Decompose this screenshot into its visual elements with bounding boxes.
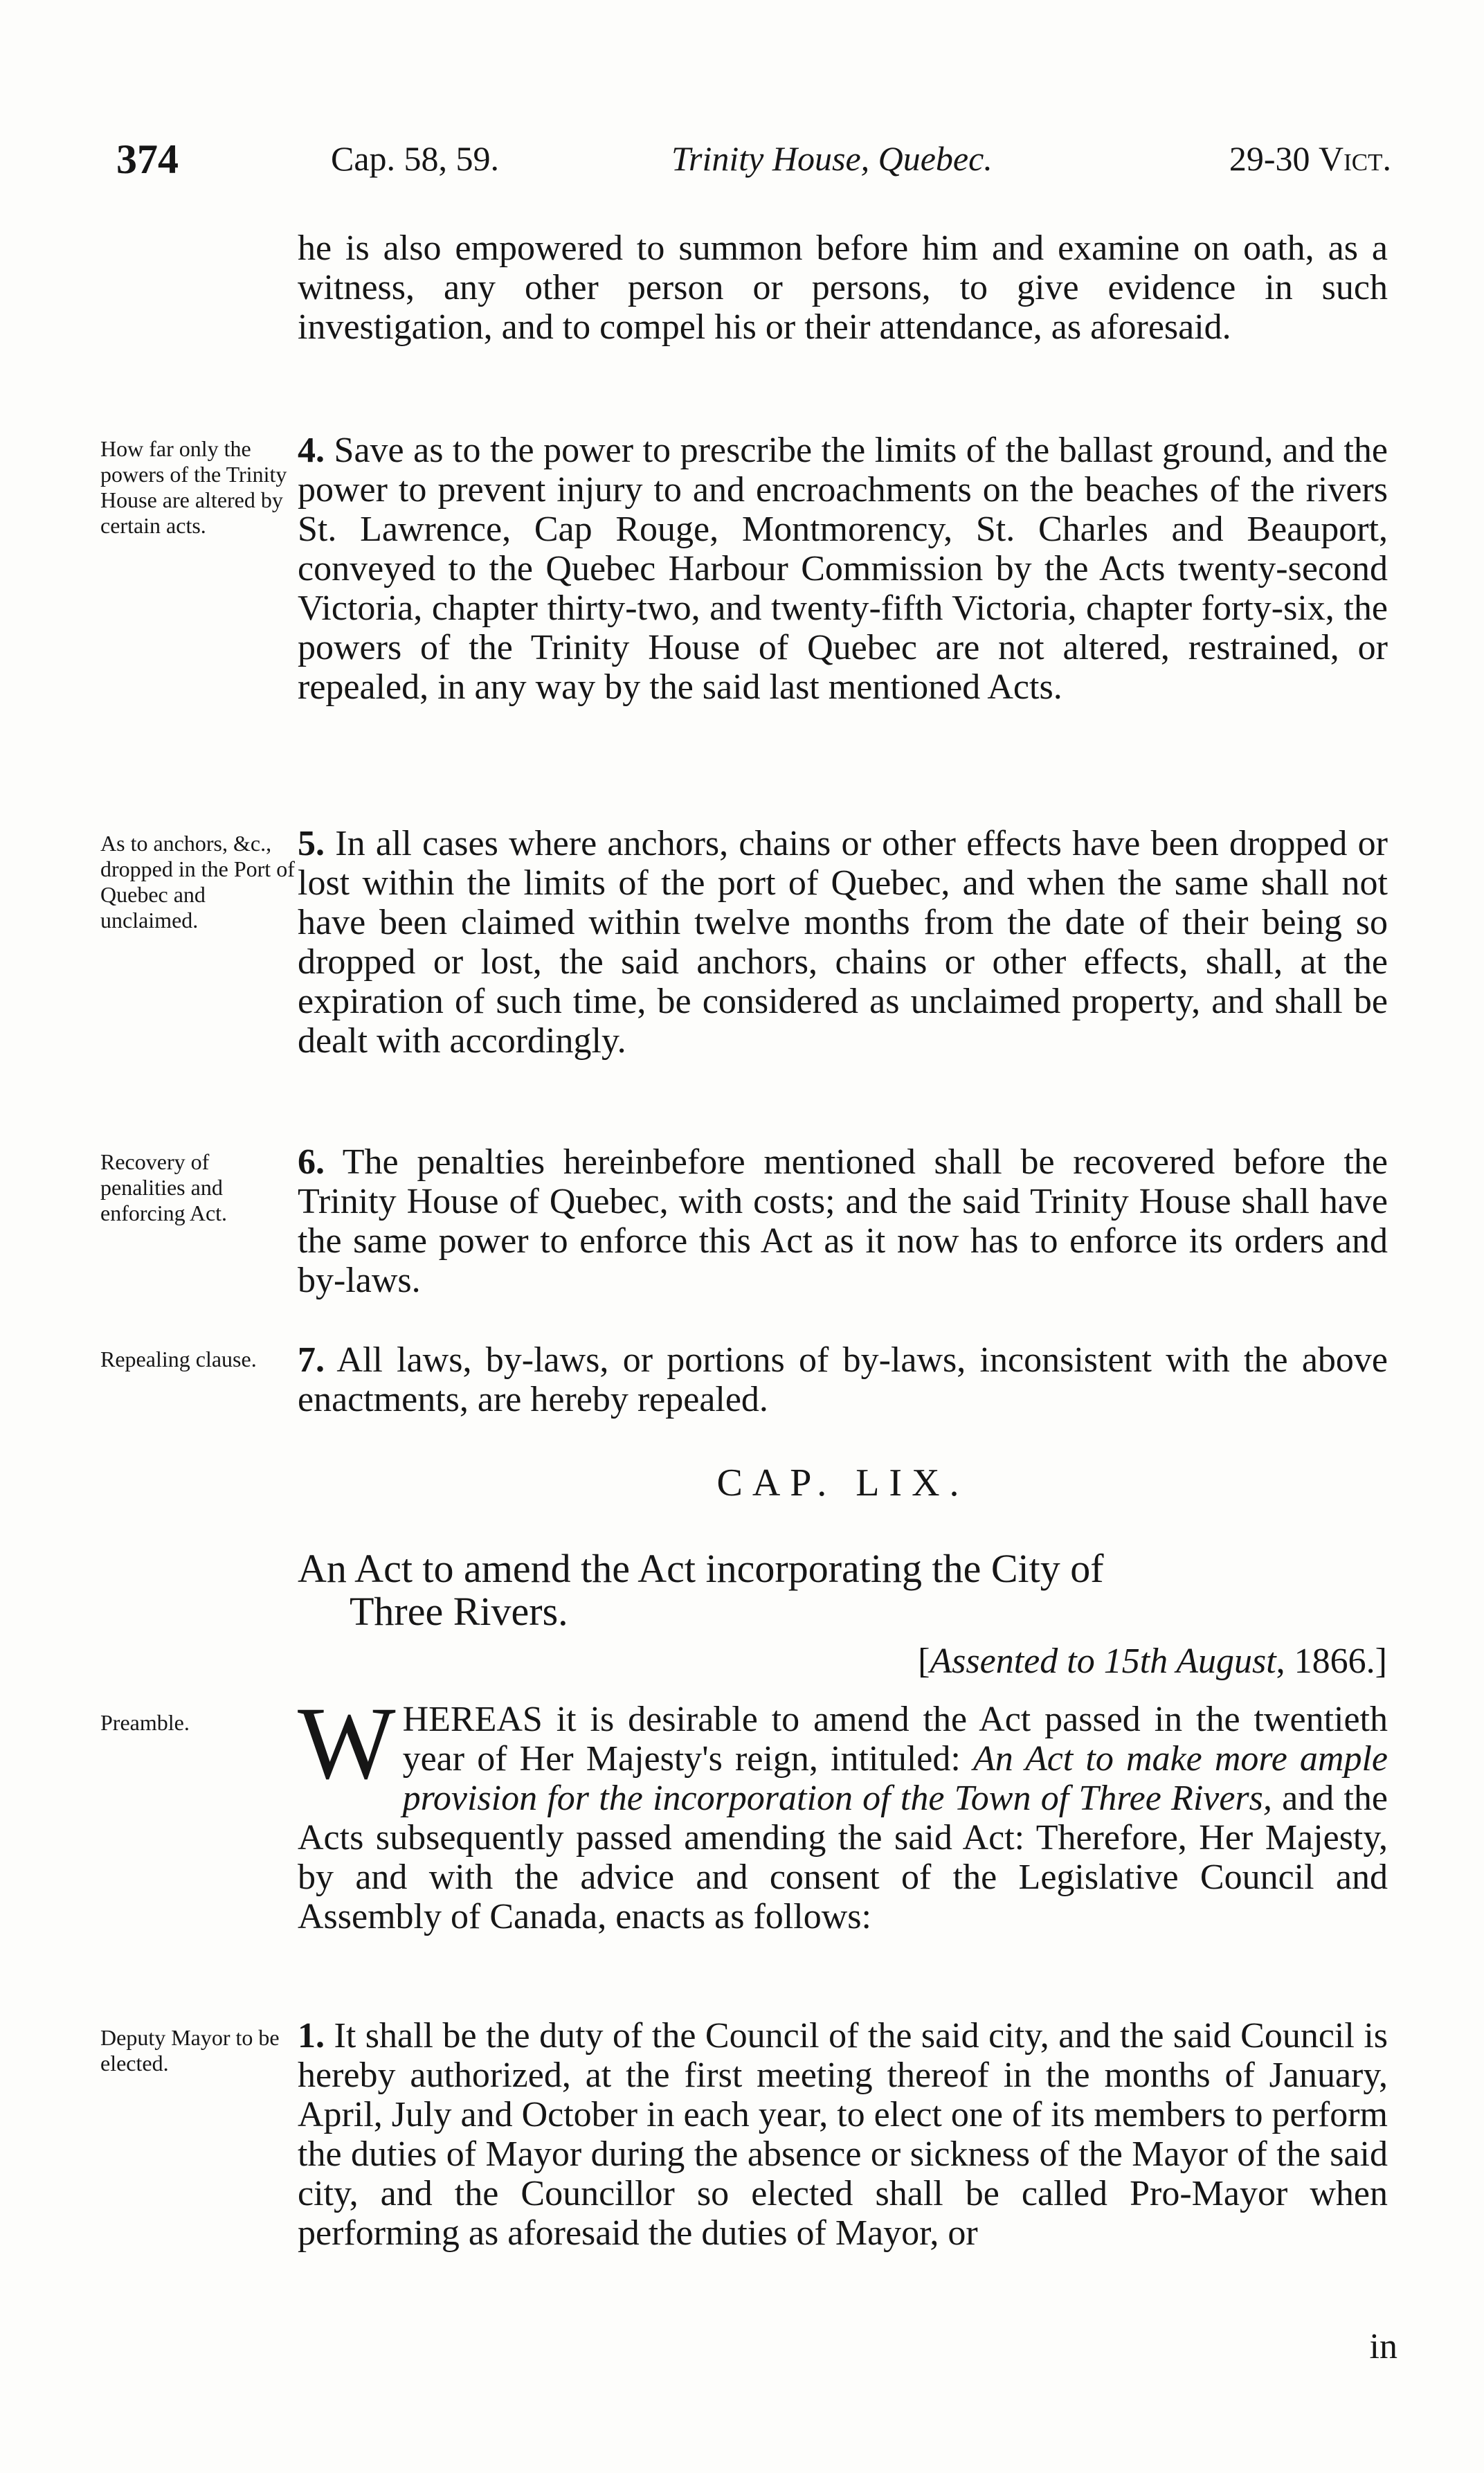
regnal-year: 29-30 Vict.: [1229, 139, 1391, 178]
section-1: [298, 2016, 1388, 2253]
section-number: 1.: [298, 2016, 325, 2056]
section-5: [298, 824, 1388, 1061]
section-4: [298, 431, 1388, 707]
side-note-section-7: Repealing clause.: [100, 1347, 257, 1372]
section-number: 5.: [298, 824, 325, 863]
chapter-reference: Cap. 58, 59.: [331, 139, 500, 178]
preamble: WHEREAS it is desirable to amend the Act passed in the twentieth year of Her Majesty's reign, intituled: An Act to make more ample provision for the incorporation of the Town of Three Rivers, and the Acts subsequently passed amending the said Act: Therefore, Her Majesty, by and with the advice and consent of the Legislative Council and Assembly of Canada, enacts as follows:: [298, 1686, 1388, 1936]
section-text: All laws, by-laws, or portions of by-laws, inconsistent with the above enactments, are hereby repealed.: [298, 1340, 1388, 1419]
side-note-section-1: Deputy Mayor to be elected.: [100, 2025, 280, 2076]
running-title: Trinity House, Quebec.: [671, 139, 993, 178]
side-note-section-4: How far only the powers of the Trinity House are altered by certain acts.: [100, 436, 287, 538]
catchword: in: [1369, 2327, 1397, 2366]
section-text: The penalties hereinbefore mentioned shall be recovered before the Trinity House of Quebec, with costs; and the said Trinity House shall have the same power to enforce this Act as it now has to enforce its orders and by-laws.: [298, 1142, 1388, 1300]
continuation-paragraph: he is also empowered to summon before him and examine on oath, as a witness, any other person or persons, to give evidence in such investigation, and to compel his or their attendance, as aforesaid.: [298, 228, 1388, 347]
side-note-section-5: As to anchors, &c., dropped in the Port of Quebec and unclaimed.: [100, 831, 295, 933]
section-text: Save as to the power to prescribe the limits of the ballast ground, and the power to prevent injury to and encroachments on the beaches of the rivers St. Lawrence, Cap Rouge, Montmorency, St. Charles and Beauport, conveyed to the Quebec Harbour Commission by the Acts twenty-second Victoria, chapter thirty-two, and twenty-fifth Victoria, chapter forty-six, the powers of the Trinity House of Quebec are not altered, restrained, or repealed, in any way by the said last mentioned Acts.: [298, 431, 1388, 707]
side-note-preamble: Preamble.: [100, 1710, 190, 1735]
act-title: An Act to amend the Act incorporating the City of Three Rivers.: [298, 1546, 1104, 1634]
section-6: [298, 1142, 1388, 1300]
section-number: 4.: [298, 431, 325, 470]
section-number: 7.: [298, 1340, 325, 1380]
section-7: [298, 1340, 1388, 1419]
section-text: In all cases where anchors, chains or other effects have been dropped or lost within the limits of the port of Quebec, and when the same shall not have been claimed within twelve months from the date of their being so dropped or lost, the said anchors, chains or other effects, shall, at the expiration of such time, be considered as unclaimed property, and shall be dealt with accordingly.: [298, 824, 1388, 1061]
side-note-section-6: Recovery of penalities and enforcing Act.: [100, 1149, 228, 1225]
page-number: 374: [116, 136, 179, 182]
section-number: 6.: [298, 1142, 325, 1182]
running-header: [111, 136, 1391, 191]
chapter-heading: CAP. LIX.: [716, 1462, 969, 1504]
section-text: It shall be the duty of the Council of the said city, and the said Council is hereby authorized, at the first meeting thereof in the months of January, April, July and October in each year, to elect one of its members to perform the duties of Mayor during the absence or sickness of the Mayor of the said city, and the Councillor so elected shall be called Pro-Mayor when performing as aforesaid the duties of Mayor, or: [298, 2016, 1388, 2253]
assent-date: [Assented to 15th August, 1866.]: [918, 1642, 1387, 1681]
drop-cap: W: [298, 1686, 396, 1801]
